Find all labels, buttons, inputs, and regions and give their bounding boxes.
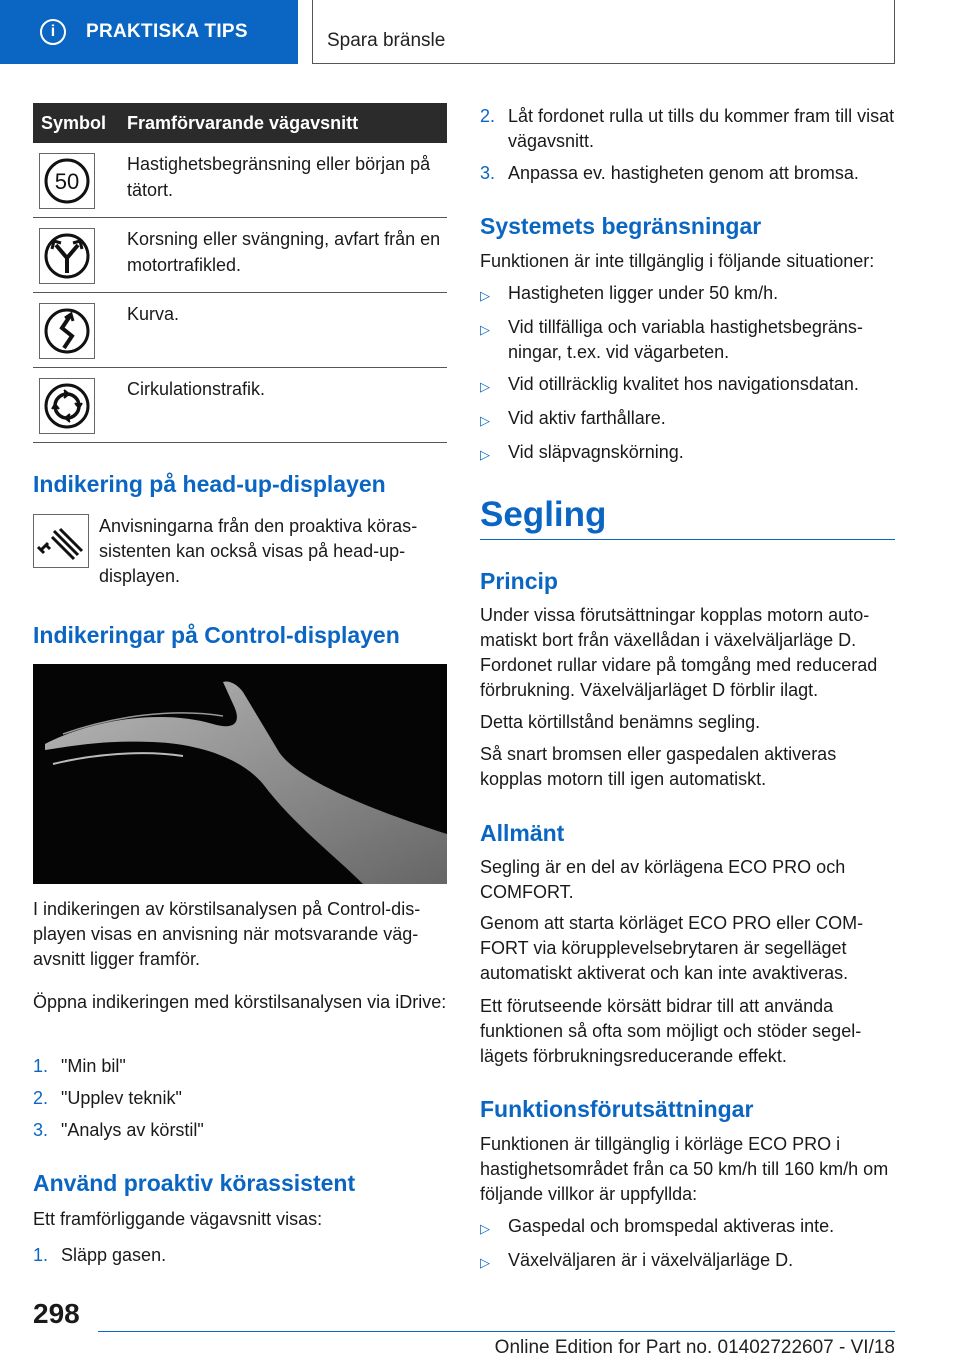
use-intro: Ett framförliggande vägavsnitt visas: bbox=[33, 1209, 323, 1229]
table-row bbox=[33, 368, 447, 443]
list-item: ▷ Vid tillfälliga och variabla hastighetsbegränsningar, t.ex. vid vägarbeten. bbox=[480, 317, 863, 362]
chapter-title: Spara bränsle bbox=[327, 30, 446, 51]
page-number: 298 bbox=[33, 1298, 80, 1329]
list-item: ▷ Vid släpvagnskörning. bbox=[480, 442, 684, 462]
row-text: Korsning eller svängning, avfart från en motortrafikled. bbox=[127, 229, 441, 275]
principle-p3: Så snart bromsen eller gaspedalen aktiveras kopplas motorn till igen automatiskt. bbox=[480, 744, 837, 789]
limits-intro: Funktionen är inte tillgänglig i följande situationer: bbox=[480, 251, 875, 271]
general-p3: Ett förutseende körsätt bidrar till att använda funktionen så ofta som möjligt och stöder segellägets förbrukningsreducerande effekt. bbox=[480, 996, 862, 1066]
segling-title-block bbox=[480, 494, 895, 540]
roundabout-icon bbox=[39, 378, 95, 434]
col-section: Framförvarande vägavsnitt bbox=[127, 112, 359, 133]
principle-heading: Princip bbox=[480, 568, 558, 594]
req-p1: Funktionen är tillgänglig i körläge ECO PRO i hastighetsområdet från ca 50 km/h till 160 km/h om följande villkor är uppfyllda: bbox=[480, 1134, 889, 1204]
speed-limit-50-icon bbox=[39, 153, 95, 209]
control-para2: Öppna indikeringen med körstilsanalysen via iDrive: bbox=[33, 992, 447, 1012]
list-item: 2. "Upplev teknik" bbox=[33, 1088, 182, 1108]
list-item: 1. "Min bil" bbox=[33, 1056, 126, 1076]
symbol-table bbox=[33, 103, 447, 443]
svg-text:50: 50 bbox=[54, 169, 80, 194]
list-item: 1. Släpp gasen. bbox=[33, 1245, 167, 1265]
list-item: 3. "Analys av körstil" bbox=[33, 1120, 204, 1140]
table-header bbox=[33, 103, 447, 143]
col-symbol: Symbol bbox=[41, 112, 107, 133]
list-item: ▷ Växelväljaren är i växelväljarläge D. bbox=[480, 1250, 794, 1270]
use-heading: Använd proaktiv körassistent bbox=[33, 1170, 356, 1196]
hud-assistant-icon bbox=[33, 514, 89, 568]
row-text: Cirkulationstrafik. bbox=[127, 379, 266, 399]
use-steps-right bbox=[480, 104, 895, 186]
list-item: 2. Låt fordonet rulla ut tills du kommer fram till visat vägavsnitt. bbox=[480, 106, 895, 151]
list-item: ▷ Gaspedal och bromspedal aktiveras inte. bbox=[480, 1216, 835, 1236]
list-item: 3. Anpassa ev. hastigheten genom att bromsa. bbox=[480, 163, 859, 183]
row-text: Hastighetsbegränsning eller början på tätort. bbox=[127, 154, 431, 200]
section-tab[interactable] bbox=[0, 0, 298, 64]
row-text: Kurva. bbox=[127, 304, 180, 324]
use-steps-left bbox=[33, 1243, 447, 1268]
control-para1: I indikeringen av körstilsanalysen på Control-displayen visas en anvisning när motsvarande vägavsnitt ligger framför. bbox=[33, 899, 421, 969]
limits-heading: Systemets begränsningar bbox=[480, 213, 762, 239]
road-illustration bbox=[33, 664, 447, 884]
segling-title: Segling bbox=[480, 495, 607, 534]
info-icon: i bbox=[40, 19, 66, 45]
section-label: PRAKTISKA TIPS bbox=[86, 21, 248, 42]
curve-icon bbox=[39, 303, 95, 359]
footer-rule bbox=[98, 1331, 895, 1332]
chapter-header bbox=[312, 0, 895, 64]
list-item: ▷ Vid otillräcklig kvalitet hos navigationsdatan. bbox=[480, 374, 859, 394]
limits-list bbox=[480, 281, 895, 467]
control-steps bbox=[33, 1054, 447, 1143]
hud-heading: Indikering på head-up-displayen bbox=[33, 471, 386, 497]
req-list bbox=[480, 1214, 895, 1275]
req-heading: Funktionsförutsättningar bbox=[480, 1096, 754, 1122]
general-heading: Allmänt bbox=[480, 820, 565, 846]
general-p1: Segling är en del av körlägena ECO PRO och COMFORT. bbox=[480, 857, 846, 902]
list-item: ▷ Vid aktiv farthållare. bbox=[480, 408, 666, 428]
edition-text: Online Edition for Part no. 01402722607 - VI/18 bbox=[494, 1337, 895, 1358]
principle-p1: Under vissa förutsättningar kopplas motorn automatiskt bort från växellådan i växelväljarläge D. Fordonet rullar vidare på tomgång med reducerad förbrukning. Växelväljarläget D förblir ilagt. bbox=[480, 605, 878, 700]
table-row bbox=[33, 143, 447, 218]
principle-p2: Detta körtillstånd benämns segling. bbox=[480, 712, 761, 732]
table-row bbox=[33, 218, 447, 293]
junction-icon bbox=[39, 228, 95, 284]
control-heading: Indikeringar på Control-displayen bbox=[33, 622, 400, 648]
hud-text: Anvisningarna från den proaktiva körassistenten kan också visas på head-up-displayen. bbox=[99, 516, 418, 586]
list-item: ▷ Hastigheten ligger under 50 km/h. bbox=[480, 283, 779, 303]
table-row bbox=[33, 293, 447, 368]
general-p2: Genom att starta körläget ECO PRO eller COMFORT via körupplevelsebrytaren är segelläget automatiskt aktiverat och kan inte avaktiveras. bbox=[480, 913, 864, 983]
